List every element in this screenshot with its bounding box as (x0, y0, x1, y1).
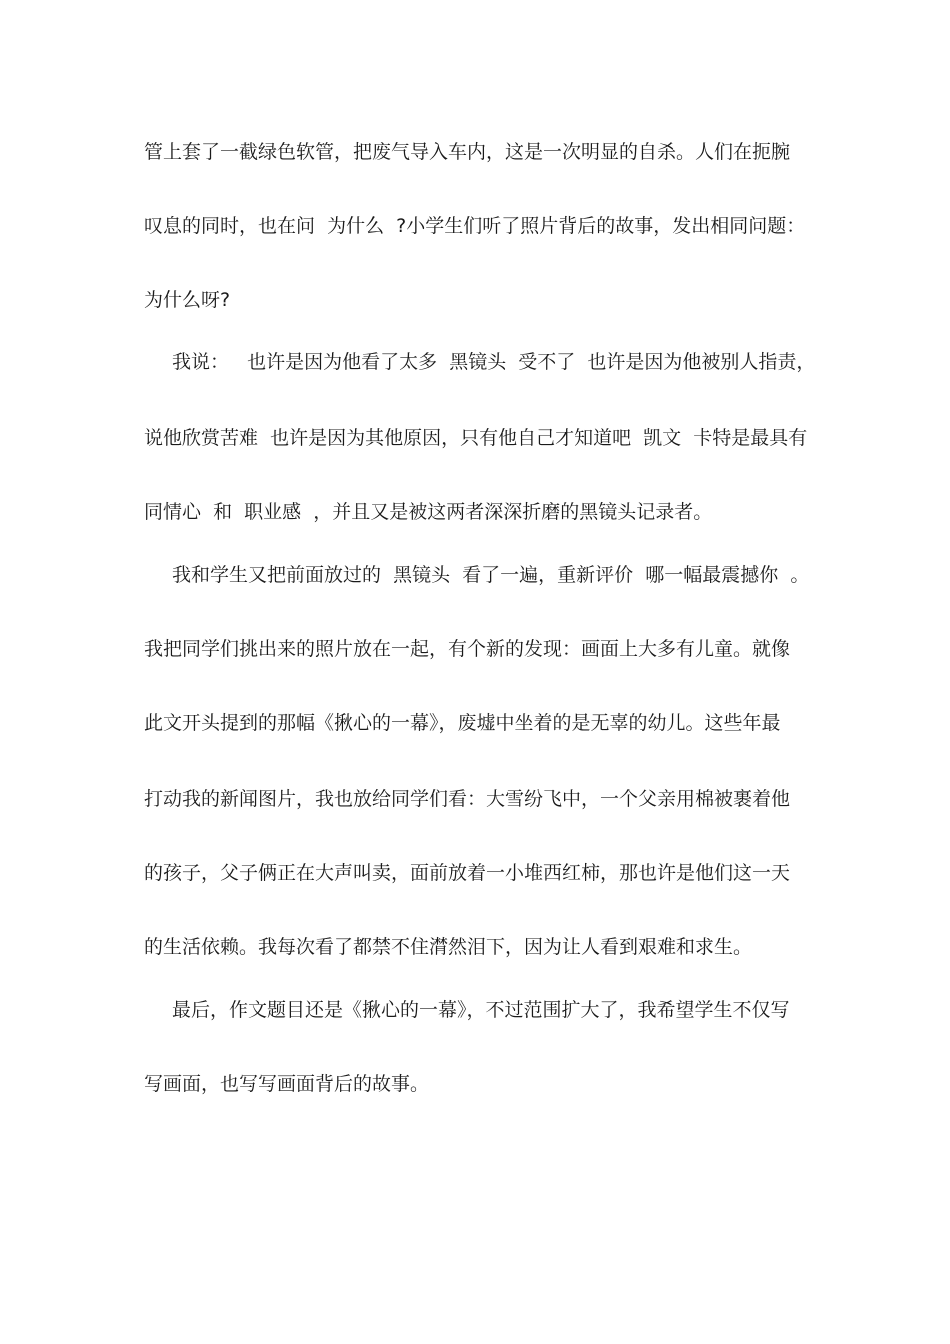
text-line: 同情心 和 职业感 ，并且又是被这两者深深折磨的黑镜头记录者。 (144, 501, 713, 523)
text-line: 为什么呀? (144, 289, 231, 311)
text-line: 写画面，也写写画面背后的故事。 (144, 1073, 430, 1095)
text-line: 最后，作文题目还是《揪心的一幕》，不过范围扩大了，我希望学生不仅写 (172, 999, 790, 1021)
text-line: 管上套了一截绿色软管，把废气导入车内，这是一次明显的自杀。人们在扼腕 (144, 141, 791, 163)
text-line: 打动我的新闻图片，我也放给同学们看：大雪纷飞中，一个父亲用棉被裹着他 (144, 788, 791, 810)
text-line: 的生活依赖。我每次看了都禁不住潸然泪下，因为让人看到艰难和求生。 (144, 936, 753, 958)
text-line: 此文开头提到的那幅《揪心的一幕》，废墟中坐着的是无辜的幼儿。这些年最 (144, 712, 781, 734)
text-line: 的孩子，父子俩正在大声叫卖，面前放着一小堆西红柿，那也许是他们这一天 (144, 862, 791, 884)
text-line: 我把同学们挑出来的照片放在一起，有个新的发现：画面上大多有儿童。就像 (144, 638, 791, 660)
text-line: 说他欣赏苦难 也许是因为其他原因，只有他自己才知道吧 凯文 卡特是最具有 (144, 427, 808, 449)
text-line: 我说： 也许是因为他看了太多 黑镜头 受不了 也许是因为他被别人指责， (172, 351, 816, 373)
text-line: 我和学生又把前面放过的 黑镜头 看了一遍，重新评价 哪一幅最震撼你 。 (172, 564, 810, 586)
text-line: 叹息的同时，也在问 为什么 ?小学生们听了照片背后的故事，发出相同问题： (144, 215, 806, 237)
